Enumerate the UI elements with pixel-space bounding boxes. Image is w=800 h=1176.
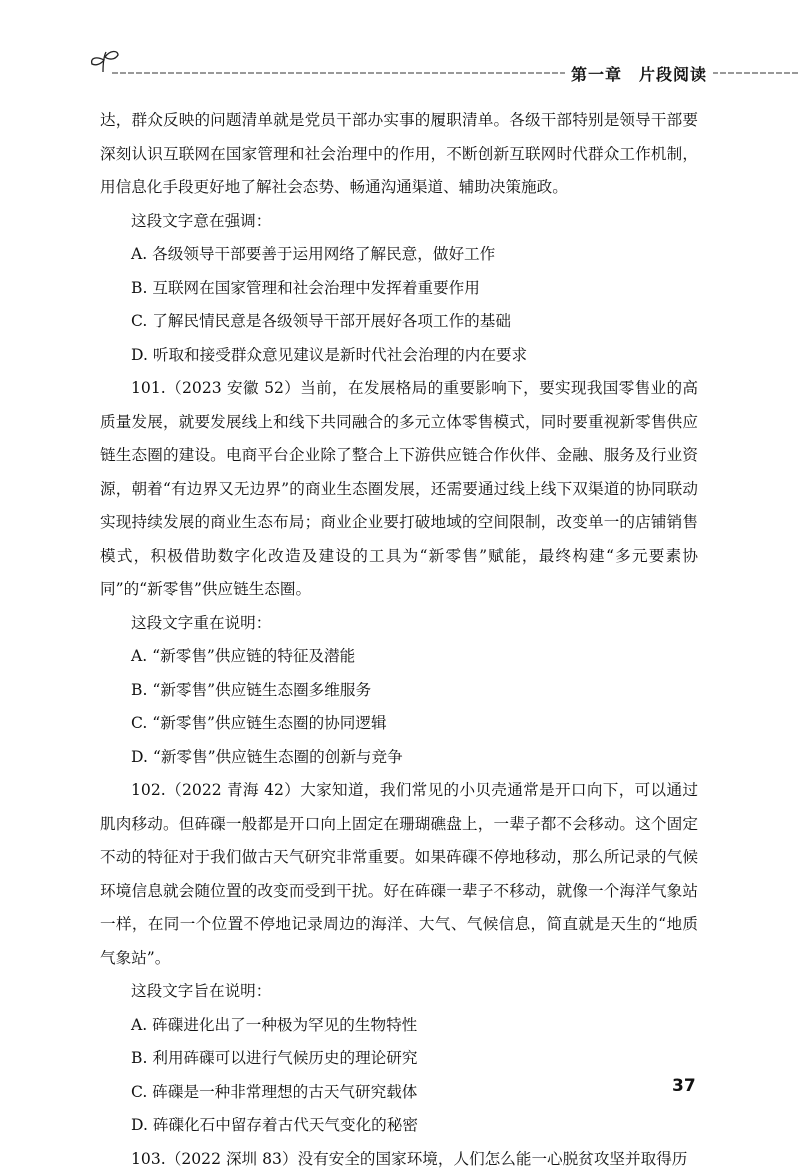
page-content [100, 104, 698, 1176]
question-103-text: 103.（2022 深圳 83）没有安全的国家环境，人们怎么能一心脱贫攻坚并取得历 [100, 1143, 698, 1176]
question-102-text: 102.（2022 青海 42）大家知道，我们常见的小贝壳通常是开口向下，可以通过肌肉移动。但砗磲一般都是开口向上固定在珊瑚礁盘上，一辈子都不会移动。这个固定不动的特征对于我们做古天气研究非常重要。如果砗磲不停地移动，那么所记录的气候环境信息就会随位置的改变而受到干扰。好在砗磲一辈子不移动，就像一个海洋气象站一样，在同一个位置不停地记录周边的海洋、大气、气候信息，简直就是天生的“地质气象站”。 [100, 774, 698, 975]
question-101-text: 101.（2023 安徽 52）当前，在发展格局的重要影响下，要实现我国零售业的高质量发展，就要发展线上和线下共同融合的多元立体零售模式，同时要重视新零售供应链生态圈的建设。电商平台企业除了整合上下游供应链合作伙伴、金融、服务及行业资源，朝着“有边界又无边界”的商业生态圈发展，还需要通过线上线下双渠道的协同联动实现持续发展的商业生态布局；商业企业要打破地域的空间限制，改变单一的店铺销售模式，积极借助数字化改造及建设的工具为“新零售”赋能，最终构建“多元要素协同”的“新零售”供应链生态圈。 [100, 372, 698, 607]
sprout-icon [92, 51, 118, 72]
chapter-title: 第一章 片段阅读 [565, 62, 713, 85]
option-d: D. 听取和接受群众意见建议是新时代社会治理的内在要求 [100, 339, 698, 373]
question-102-option-c: C. 砗磲是一种非常理想的古天气研究载体 [100, 1076, 698, 1110]
option-a: A. 各级领导干部要善于运用网络了解民意，做好工作 [100, 238, 698, 272]
question-102-option-b: B. 利用砗磲可以进行气候历史的理论研究 [100, 1042, 698, 1076]
question-102-option-a: A. 砗磲进化出了一种极为罕见的生物特性 [100, 1009, 698, 1043]
question-101-option-c: C. “新零售”供应链生态圈的协同逻辑 [100, 707, 698, 741]
page-number: 37 [672, 1076, 696, 1096]
question-102-option-d: D. 砗磲化石中留存着古代天气变化的秘密 [100, 1109, 698, 1143]
question-101-option-a: A. “新零售”供应链的特征及潜能 [100, 640, 698, 674]
question-stem: 这段文字意在强调： [100, 205, 698, 239]
page-header [0, 0, 800, 100]
passage-text: 达，群众反映的问题清单就是党员干部办实事的履职清单。各级干部特别是领导干部要深刻认识互联网在国家管理和社会治理中的作用，不断创新互联网时代群众工作机制，用信息化手段更好地了解社会态势、畅通沟通渠道、辅助决策施政。 [100, 104, 698, 205]
question-101-stem: 这段文字重在说明： [100, 607, 698, 641]
question-101-option-d: D. “新零售”供应链生态圈的创新与竞争 [100, 741, 698, 775]
option-b: B. 互联网在国家管理和社会治理中发挥着重要作用 [100, 272, 698, 306]
question-102-stem: 这段文字旨在说明： [100, 975, 698, 1009]
option-c: C. 了解民情民意是各级领导干部开展好各项工作的基础 [100, 305, 698, 339]
question-101-option-b: B. “新零售”供应链生态圈多维服务 [100, 674, 698, 708]
header-rule [0, 0, 800, 100]
